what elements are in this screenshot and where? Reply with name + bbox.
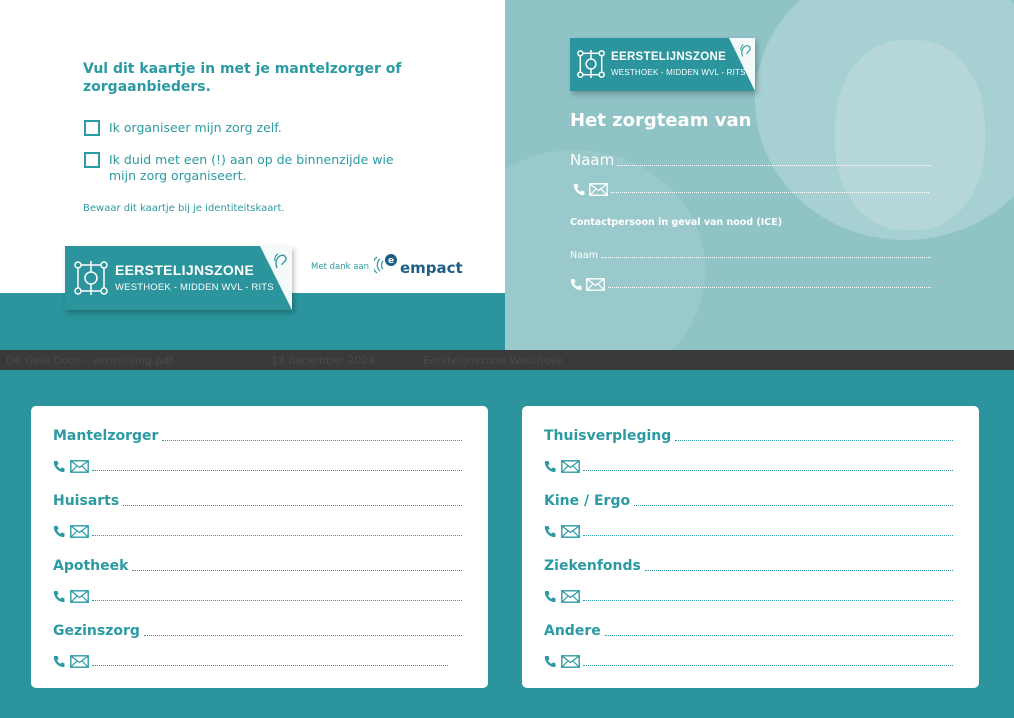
fill-line[interactable] (132, 570, 462, 571)
contact-entry-kine-ergo[interactable] (544, 491, 953, 509)
entry-label: Mantelzorger (53, 428, 159, 444)
fill-line[interactable] (144, 635, 462, 636)
contact-entry-ziekenfonds[interactable] (544, 556, 953, 574)
fill-line[interactable] (634, 505, 953, 506)
ear-icon (274, 252, 288, 274)
viewer-filename: De Gele Doos - vermissing.pdf (6, 354, 174, 367)
phone-icon (53, 655, 65, 668)
phone-icon (53, 525, 65, 538)
mail-icon (70, 655, 89, 668)
fill-line[interactable] (162, 440, 462, 441)
zorgteam-name-field[interactable] (570, 151, 931, 169)
entry-label: Kine / Ergo (544, 493, 631, 509)
fill-line[interactable] (583, 665, 953, 666)
contact-entry-andere[interactable] (544, 621, 953, 639)
card-front-left (0, 0, 505, 350)
fill-line[interactable] (92, 665, 448, 666)
entry-label: Thuisverpleging (544, 428, 672, 444)
phone-icon (544, 525, 556, 538)
checkbox-icon[interactable] (84, 152, 100, 168)
network-logo-icon (577, 50, 605, 78)
entry-label: Huisarts (53, 493, 120, 509)
option-mark[interactable] (84, 152, 399, 184)
ice-name-field[interactable] (570, 250, 931, 261)
fill-line[interactable] (583, 600, 953, 601)
eerstelijnszone-logo (570, 38, 755, 91)
fill-line[interactable] (583, 470, 953, 471)
logo-name: EERSTELIJNSZONE (115, 262, 255, 278)
empact-name: empact (400, 259, 463, 277)
mail-icon (70, 460, 89, 473)
svg-text:e: e (387, 256, 395, 266)
fill-line[interactable] (92, 470, 462, 471)
phone-icon (544, 460, 556, 473)
eerstelijnszone-logo (65, 246, 292, 310)
viewer-author: Eerstelijnszone Westhoek (423, 354, 564, 367)
zorgteam-contact-field[interactable] (573, 183, 929, 196)
empact-arcs-icon (374, 253, 398, 277)
name-label: Naam (570, 250, 599, 261)
photo-background (835, 40, 985, 230)
mail-icon (586, 278, 605, 291)
contact-entry-huisarts[interactable] (53, 491, 462, 509)
thanks-label: Met dank aan (311, 262, 370, 272)
fill-line[interactable] (123, 505, 462, 506)
entry-label: Apotheek (53, 558, 129, 574)
ice-label: Contactpersoon in geval van nood (ICE) (570, 217, 783, 228)
contact-entry-thuisverpleging[interactable] (544, 426, 953, 444)
fill-line[interactable] (645, 570, 953, 571)
viewer-info-bar (0, 350, 1014, 370)
fill-line[interactable] (611, 192, 929, 193)
ear-icon (740, 43, 752, 62)
fill-line[interactable] (601, 257, 931, 258)
fill-line[interactable] (92, 535, 462, 536)
fill-line[interactable] (608, 287, 931, 288)
contact-entry-mantelzorger[interactable] (53, 426, 462, 444)
phone-icon (573, 183, 585, 196)
fill-line[interactable] (617, 165, 931, 166)
mail-icon (561, 590, 580, 603)
mail-icon (70, 525, 89, 538)
mail-icon (561, 460, 580, 473)
entry-label: Gezinszorg (53, 623, 140, 639)
contact-entry-gezinszorg[interactable] (53, 621, 462, 639)
checkbox-icon[interactable] (84, 120, 100, 136)
entry-label: Andere (544, 623, 601, 639)
intro-title: Vul dit kaartje in met je mantelzorger of zorgaanbieders. (83, 61, 402, 95)
mail-icon (70, 590, 89, 603)
fill-line[interactable] (605, 635, 953, 636)
ice-contact-field[interactable] (570, 278, 931, 291)
mail-icon (589, 183, 608, 196)
phone-icon (570, 278, 582, 291)
empact-logo (374, 253, 463, 277)
name-label: Naam (570, 151, 615, 169)
phone-icon (53, 460, 65, 473)
fill-line[interactable] (92, 600, 462, 601)
contact-entry-apotheek[interactable] (53, 556, 462, 574)
keep-note: Bewaar dit kaartje bij je identiteitskaart. (83, 203, 285, 214)
card-front-right (505, 0, 1014, 350)
mail-icon (561, 525, 580, 538)
fill-line[interactable] (675, 440, 953, 441)
option-self[interactable] (84, 120, 399, 136)
fill-line[interactable] (583, 535, 953, 536)
zorgteam-title: Het zorgteam van (570, 110, 752, 131)
logo-region: WESTHOEK - MIDDEN WVL - RITS (611, 68, 746, 77)
option-label: Ik organiseer mijn zorg zelf. (109, 120, 282, 135)
contacts-card-left (31, 406, 488, 688)
viewer-date: 17 december 2024 (271, 354, 376, 367)
network-logo-icon (74, 261, 108, 295)
mail-icon (561, 655, 580, 668)
logo-region: WESTHOEK - MIDDEN WVL - RITS (115, 282, 274, 293)
option-label: Ik duid met een (!) aan op de binnenzijde wie mijn zorg organiseert. (109, 152, 394, 183)
entry-label: Ziekenfonds (544, 558, 641, 574)
phone-icon (544, 655, 556, 668)
phone-icon (53, 590, 65, 603)
phone-icon (544, 590, 556, 603)
contacts-card-right (522, 406, 979, 688)
logo-name: EERSTELIJNSZONE (611, 51, 727, 63)
